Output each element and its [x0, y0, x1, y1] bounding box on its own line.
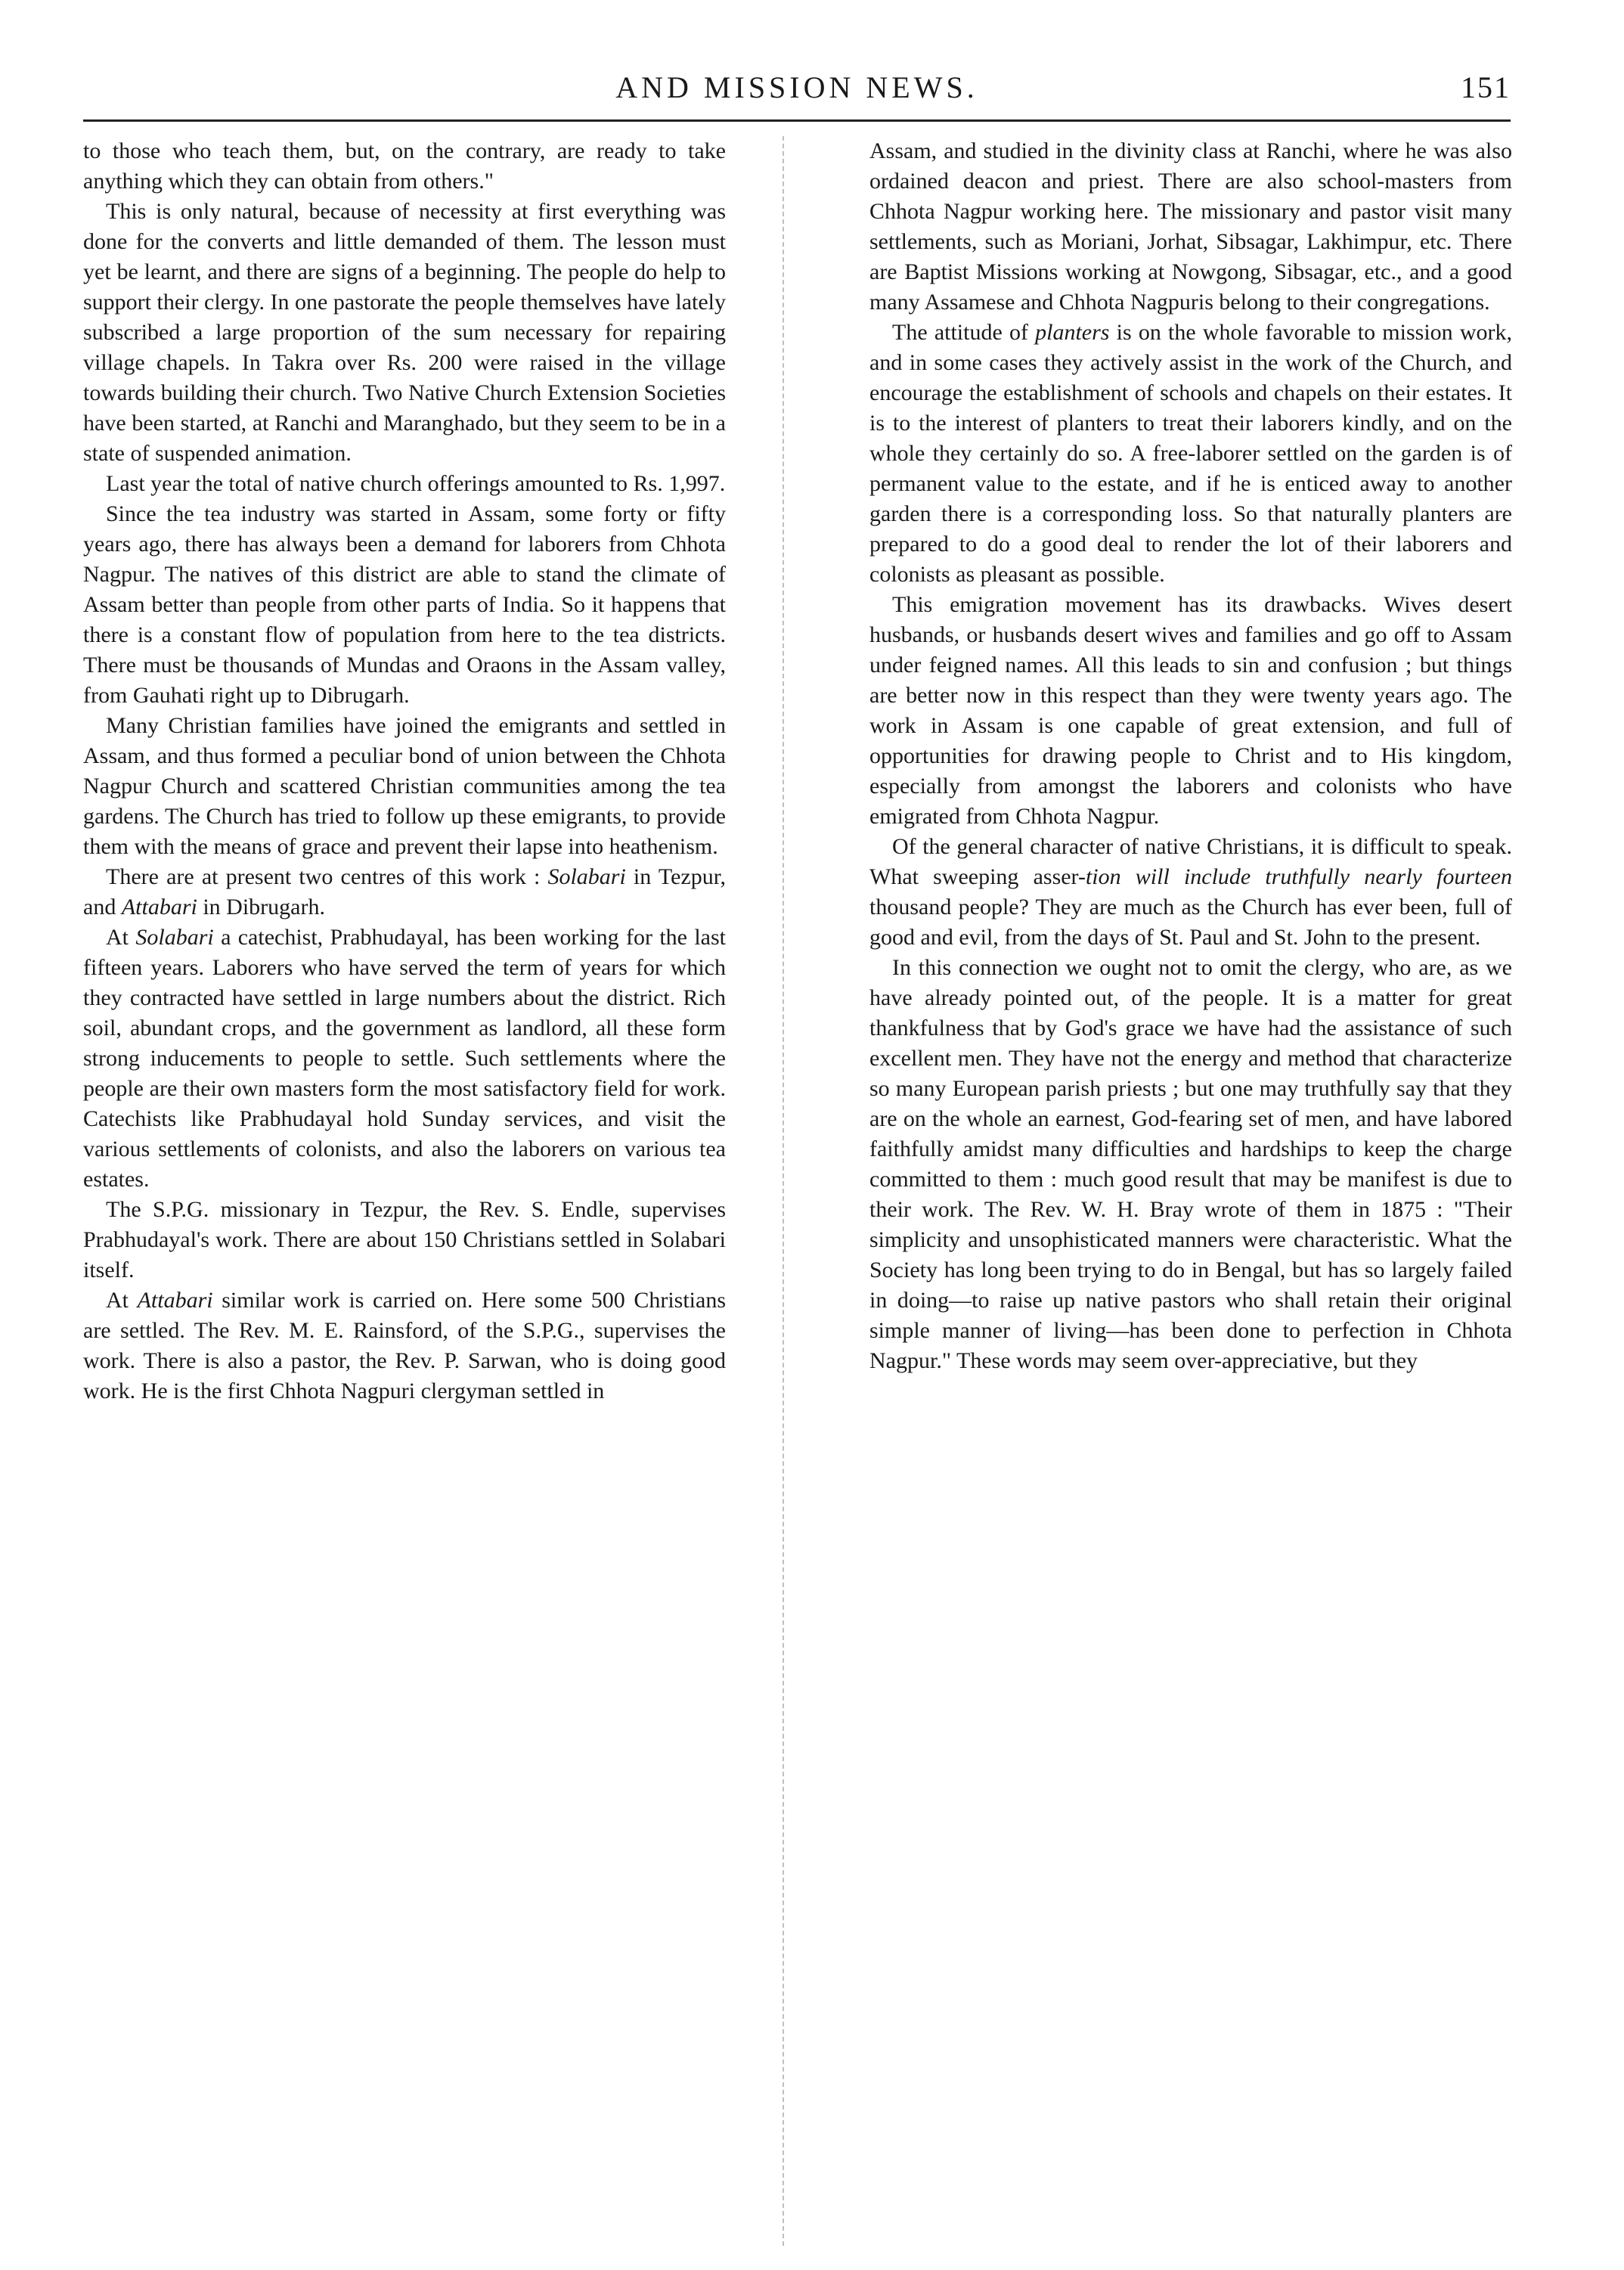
text-run: In this connection we ought not to omit the clergy, who are, as we have already pointed out, of the people. It is a matter for great thankfulness that by God's grace we have had the assistance of such excellent men. They have not the energy and method that characterize so many European parish priests ; but one may truthfully say that they are on the whole an earnest, God-fearing set of men, and have labored faithfully amidst many difficulties and hardships to keep the charge committed to them : much good result that may be manifest is due to their work. The Rev. W. H. Bray wrote of them in 1875 : "Their simplicity and unsophisticated manners were characteristic. What the Society has long been trying to do in Bengal, but has so largely failed in doing—to raise up native pastors who shall retain their original simple manner of living—has been done to perfection in Chhota Nagpur." These words may seem over-appreciative, but they: [869, 955, 1512, 1373]
header-rule: [83, 119, 1511, 122]
paragraph: [83, 711, 726, 862]
paragraph: [869, 318, 1512, 590]
column-divider: [783, 136, 784, 2246]
paragraph: [83, 197, 726, 469]
text-run: a catechist, Prabhudayal, has been working for the last fifteen years. Laborers who have served the term of years for which they contracted have settled in large numbers about the district. Rich soil, abundant crops, and the government as landlord, all these form strong inducements to people to settle. Such settlements where the people are their own masters form the most satisfactory field for work. Catechists like Prabhudayal hold Sunday services, and visit the various settlements of colonists, and also the laborers on various tea estates.: [83, 925, 726, 1192]
paragraph: [83, 862, 726, 923]
running-head: [83, 70, 1511, 107]
paragraph: [83, 1285, 726, 1406]
paragraph: [869, 832, 1512, 953]
text-run: in Tezpur, and: [83, 864, 726, 919]
text-run: Last year the total of native church offerings amounted to Rs. 1,997.: [106, 471, 726, 496]
paragraph: [869, 953, 1512, 1376]
text-run: thousand people? They are much as the Church has ever been, full of good and evil, from the days of St. Paul and St. John to the present.: [869, 895, 1512, 950]
paragraph: [83, 136, 726, 197]
text-run: in Dibrugarh.: [197, 895, 325, 919]
text-run: Since the tea industry was started in Assam, some forty or fifty years ago, there has always been a demand for laborers from Chhota Nagpur. The natives of this district are able to stand the climate of Assam better than people from other parts of India. So it happens that there is a constant flow of population from here to the tea districts. There must be thousands of Mundas and Oraons in the Assam valley, from Gauhati right up to Dibrugarh.: [83, 501, 726, 708]
paragraph: [869, 136, 1512, 318]
paragraph: [83, 469, 726, 499]
text-run: Many Christian families have joined the emigrants and settled in Assam, and thus formed a peculiar bond of union between the Chhota Nagpur Church and scattered Christian communities among the tea gardens. The Church has tried to follow up these emigrants, to provide them with the means of grace and prevent their lapse into heathenism.: [83, 713, 726, 859]
text-run: The S.P.G. missionary in Tezpur, the Rev. S. Endle, supervises Prabhudayal's work. There are about 150 Christians settled in Solabari itself.: [83, 1197, 726, 1282]
text-run: Of the general character of native Christians, it is difficult to speak. What sweeping asser-: [869, 834, 1512, 889]
paragraph: [83, 1195, 726, 1285]
text-run: At: [106, 925, 136, 950]
left-column: [83, 136, 726, 2253]
italic-text: Attabari: [137, 1288, 213, 1313]
text-run: Assam, and studied in the divinity class at Ranchi, where he was also ordained deacon and priest. There are also school-masters from Chhota Nagpur working here. The missionary and pastor visit many settlements, such as Moriani, Jorhat, Sibsagar, Lakhimpur, etc. There are Baptist Missions working at Nowgong, Sibsagar, etc., and a good many Assamese and Chhota Nagpuris belong to their congregations.: [869, 138, 1512, 315]
italic-text: Attabari: [121, 895, 197, 919]
text-run: At: [106, 1288, 138, 1313]
italic-text: planters: [1035, 320, 1110, 345]
text-run: There are at present two centres of this work :: [106, 864, 548, 889]
italic-text: tion will include truthfully nearly fourteen: [1085, 864, 1512, 889]
italic-text: Solabari: [547, 864, 626, 889]
text-run: similar work is carried on. Here some 500 Christians are settled. The Rev. M. E. Rainsford, of the S.P.G., supervises the work. There is also a pastor, the Rev. P. Sarwan, who is doing good work. He is the first Chhota Nagpuri clergyman settled in: [83, 1288, 726, 1403]
paragraph: [83, 499, 726, 711]
page-number: 151: [1461, 70, 1511, 104]
right-column: [869, 136, 1512, 2253]
text-run: is on the whole favorable to mission work, and in some cases they actively assist in the work of the Church, and encourage the establishment of schools and chapels on their estates. It is to the interest of planters to treat their laborers kindly, and on the whole they certainly do so. A free-laborer settled on the garden is of permanent value to the estate, and if he is enticed away to another garden there is a corresponding loss. So that naturally planters are prepared to do a good deal to render the lot of their laborers and colonists as pleasant as possible.: [869, 320, 1512, 587]
paragraph: [869, 590, 1512, 832]
text-run: This emigration movement has its drawbacks. Wives desert husbands, or husbands desert wives and families and go off to Assam under feigned names. All this leads to sin and confusion ; but things are better now in this respect than they were twenty years ago. The work in Assam is one capable of great extension, and full of opportunities for drawing people to Christ and to His kingdom, especially from amongst the laborers and colonists who have emigrated from Chhota Nagpur.: [869, 592, 1512, 829]
text-run: The attitude of: [892, 320, 1036, 345]
paragraph: [83, 923, 726, 1195]
text-run: to those who teach them, but, on the contrary, are ready to take anything which they can obtain from others.": [83, 138, 726, 194]
text-run: This is only natural, because of necessity at first everything was done for the converts and little demanded of them. The lesson must yet be learnt, and there are signs of a beginning. The people do help to support their clergy. In one pastorate the people themselves have lately subscribed a large proportion of the sum necessary for repairing village chapels. In Takra over Rs. 200 were raised in the village towards building their church. Two Native Church Extension Societies have been started, at Ranchi and Maranghado, but they seem to be in a state of suspended animation.: [83, 199, 726, 466]
running-title: AND MISSION NEWS.: [615, 70, 978, 104]
italic-text: Solabari: [135, 925, 214, 950]
